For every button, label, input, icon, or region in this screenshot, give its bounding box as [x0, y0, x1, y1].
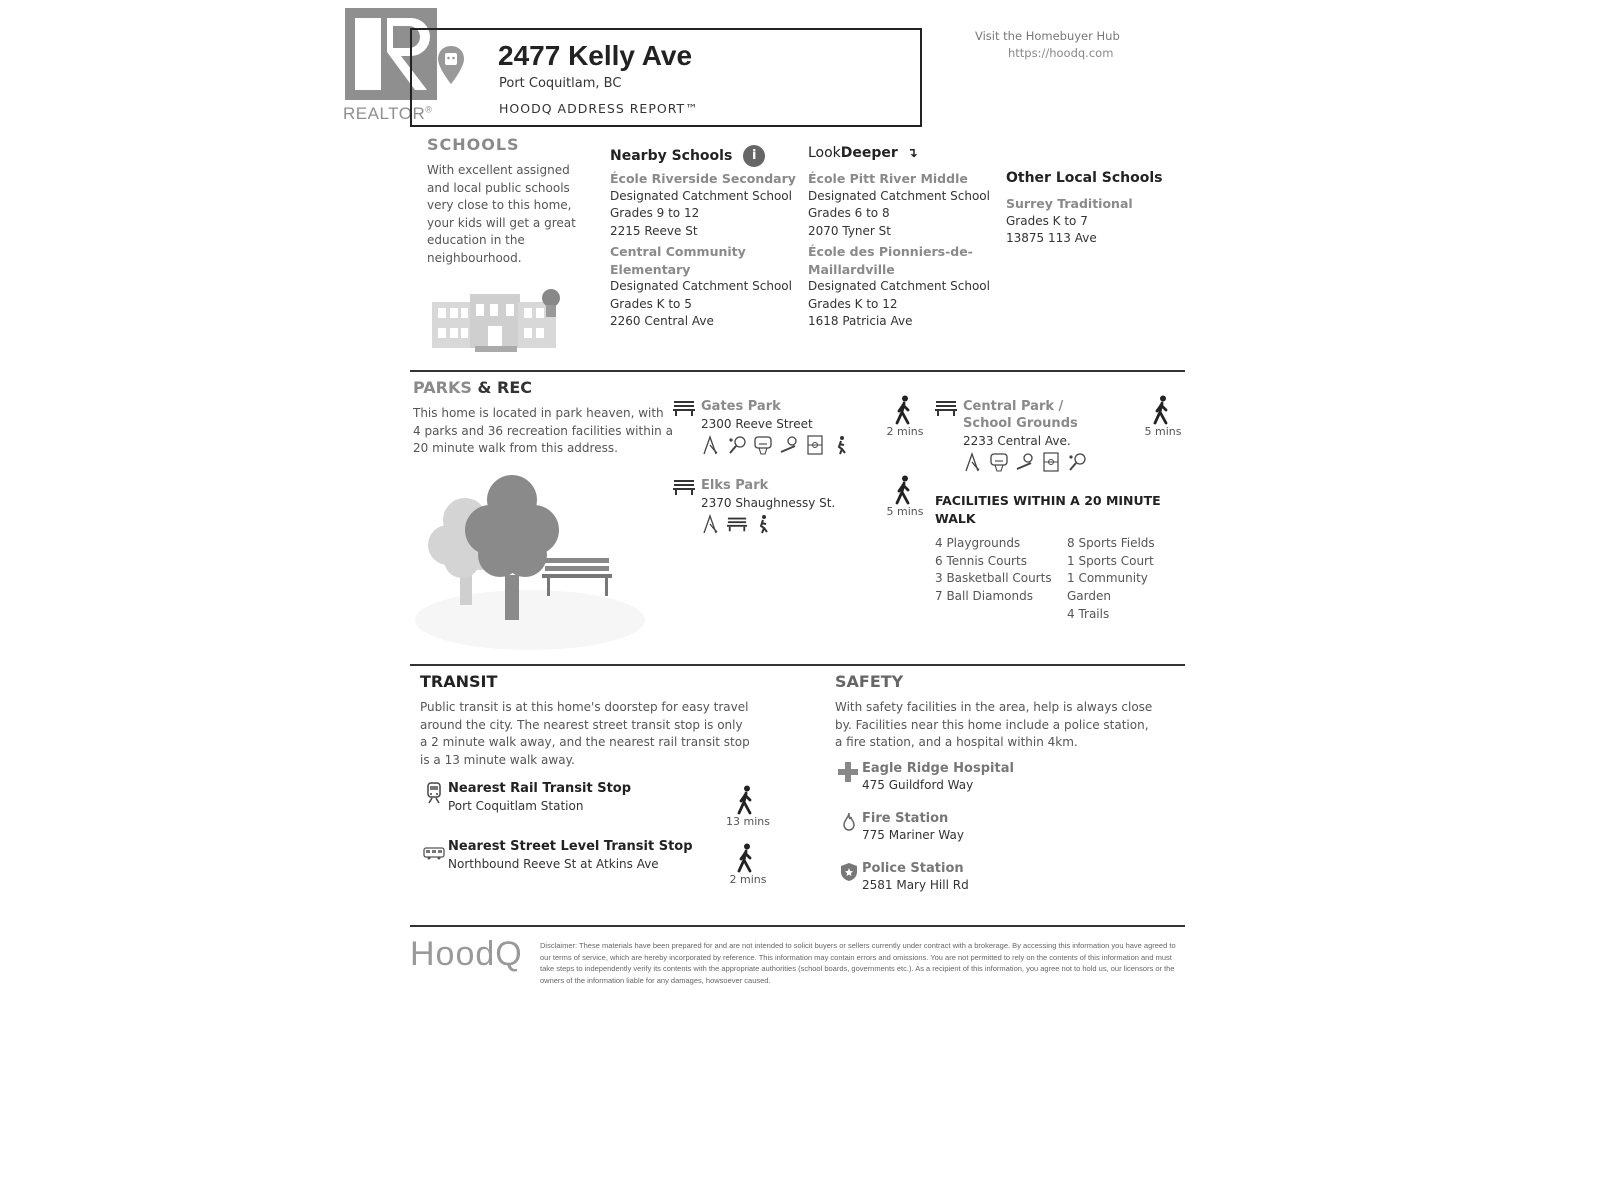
train-icon: [426, 782, 442, 804]
walk-time: 5 mins: [1143, 395, 1183, 438]
hoodq-pin-icon: [437, 45, 465, 85]
school-item: Surrey Traditional Grades K to 7 13875 113 Ave: [1006, 196, 1133, 245]
walking-person-icon: [735, 843, 771, 873]
facilities-list-left: [935, 535, 1065, 606]
walk-time: 2 mins: [885, 395, 925, 438]
basketball-icon: [989, 452, 1009, 472]
walking-person-icon: [1151, 395, 1183, 425]
safety-description: With safety facilities in the area, help is always close by. Facilities near this home include a police station, a fire station, and a hospital within 4km.: [835, 700, 1153, 749]
safety-item: Police Station 2581 Mary Hill Rd: [862, 861, 969, 892]
school-item: Central Community Elementary Designated Catchment School Grades K to 5 2260 Central Ave: [610, 244, 792, 328]
facility-count: 1 Community Garden: [1067, 571, 1148, 604]
parks-title: PARKS & REC: [413, 378, 532, 397]
transit-title: TRANSIT: [420, 672, 498, 691]
school-item: École des Pionniers-de-Maillardville Designated Catchment School Grades K to 12 1618 Patricia Ave: [808, 244, 990, 328]
facility-count: 1 Sports Court: [1067, 553, 1154, 568]
other-schools-list: [1006, 195, 1176, 248]
fire-icon: [842, 812, 856, 832]
trail-icon: [753, 514, 773, 534]
tennis-icon: [1067, 452, 1087, 472]
hoodq-logo: HoodQ: [410, 935, 523, 973]
walk-time: 2 mins: [725, 843, 771, 886]
safety-item: Eagle Ridge Hospital 475 Guildford Way: [862, 761, 1014, 792]
facilities-list-right: [1067, 535, 1157, 624]
sports-field-icon: [805, 435, 825, 455]
facility-count: 4 Playgrounds: [935, 536, 1021, 550]
school-item: École Pitt River Middle Designated Catchment School Grades 6 to 8 2070 Tyner St: [808, 171, 990, 238]
schools-title: SCHOOLS: [427, 135, 520, 154]
other-schools-heading: Other Local Schools: [1006, 170, 1163, 186]
realtor-wordmark: REALTOR®: [343, 104, 433, 123]
facility-count: 4 Trails: [1067, 606, 1110, 621]
bench-icon: [673, 400, 695, 416]
report-title: HOODQ ADDRESS REPORT™: [499, 101, 699, 116]
walking-person-icon: [893, 395, 925, 425]
bench-icon: [727, 514, 747, 534]
arrow-down-right-icon: ↴: [906, 146, 918, 161]
school-building-illustration: [430, 288, 565, 354]
facility-icons: [963, 452, 1087, 472]
facility-icons: [701, 435, 851, 455]
property-address: 2477 Kelly Ave: [498, 40, 693, 71]
walk-time: 5 mins: [885, 475, 925, 518]
lookdeeper-schools-list: [808, 170, 998, 331]
walk-time: 13 mins: [725, 785, 771, 828]
facility-count: 6 Tennis Courts: [935, 553, 1027, 568]
playground-icon: [701, 435, 721, 455]
bench-icon: [935, 400, 957, 416]
walking-person-icon: [893, 475, 925, 505]
section-divider: [410, 370, 1185, 372]
tennis-icon: [727, 435, 747, 455]
section-divider: [410, 664, 1185, 666]
bench-icon: [673, 479, 695, 495]
homebuyer-hub-link[interactable]: https://hoodq.com: [1008, 46, 1114, 60]
facility-count: 3 Basketball Courts: [935, 571, 1052, 586]
facilities-heading: FACILITIES WITHIN A 20 MINUTE WALK: [935, 493, 1161, 526]
property-city: Port Coquitlam, BC: [499, 76, 622, 91]
nearby-schools-heading: Nearby Schools i: [610, 145, 765, 167]
baseball-icon: [779, 435, 799, 455]
section-divider: [410, 925, 1185, 927]
schools-description: With excellent assigned and local public schools very close to this home, your kids will get a great education in the neighbourhood.: [427, 163, 576, 265]
transit-stop-item: Nearest Rail Transit Stop Port Coquitlam Station: [448, 781, 632, 813]
basketball-icon: [753, 435, 773, 455]
parks-description: This home is located in park heaven, with 4 parks and 36 recreation facilities within a 20 minute walk from this address.: [413, 406, 673, 455]
lookdeeper-heading: LookDeeper ↴: [808, 145, 918, 161]
facility-icons: [701, 514, 773, 534]
bus-icon: [423, 846, 445, 860]
school-item: École Riverside Secondary Designated Catchment School Grades 9 to 12 2215 Reeve St: [610, 171, 796, 238]
baseball-icon: [1015, 452, 1035, 472]
facility-count: 8 Sports Fields: [1067, 536, 1155, 550]
transit-description: Public transit is at this home's doorstep for easy travel around the city. The nearest street transit stop is only a 2 minute walk away, and the nearest rail transit stop is a 13 minute walk away.: [420, 700, 750, 767]
park-trees-illustration: [410, 470, 650, 650]
safety-title: SAFETY: [835, 672, 904, 691]
info-icon[interactable]: i: [743, 145, 765, 167]
disclaimer-text: Disclaimer: These materials have been prepared for and are not intended to solicit buyers or sellers currently under contract with a brokerage. By accessing this information you have agreed to our terms of service, which are hereby incorporated by reference. This information may contain errors and omissions. You are not permitted to rely on the contents of this information and must take steps to independently verify its contents with the appropriate authorities (school boards, governments etc.). As a recipient of this information, you agree not to hold us, our licensors or the owners of the information liable for any damages, howsoever caused.: [540, 941, 1176, 985]
nearby-schools-list: [610, 170, 800, 331]
playground-icon: [963, 452, 983, 472]
police-badge-icon: [840, 862, 858, 882]
playground-icon: [701, 514, 721, 534]
transit-stop-item: Nearest Street Level Transit Stop Northbound Reeve St at Atkins Ave: [448, 839, 693, 871]
safety-item: Fire Station 775 Mariner Way: [862, 811, 964, 842]
homebuyer-hub-label: Visit the Homebuyer Hub: [975, 29, 1120, 43]
walking-person-icon: [735, 785, 771, 815]
facility-count: 7 Ball Diamonds: [935, 589, 1033, 604]
sports-field-icon: [1041, 452, 1061, 472]
trail-icon: [831, 435, 851, 455]
hospital-cross-icon: [838, 762, 858, 782]
